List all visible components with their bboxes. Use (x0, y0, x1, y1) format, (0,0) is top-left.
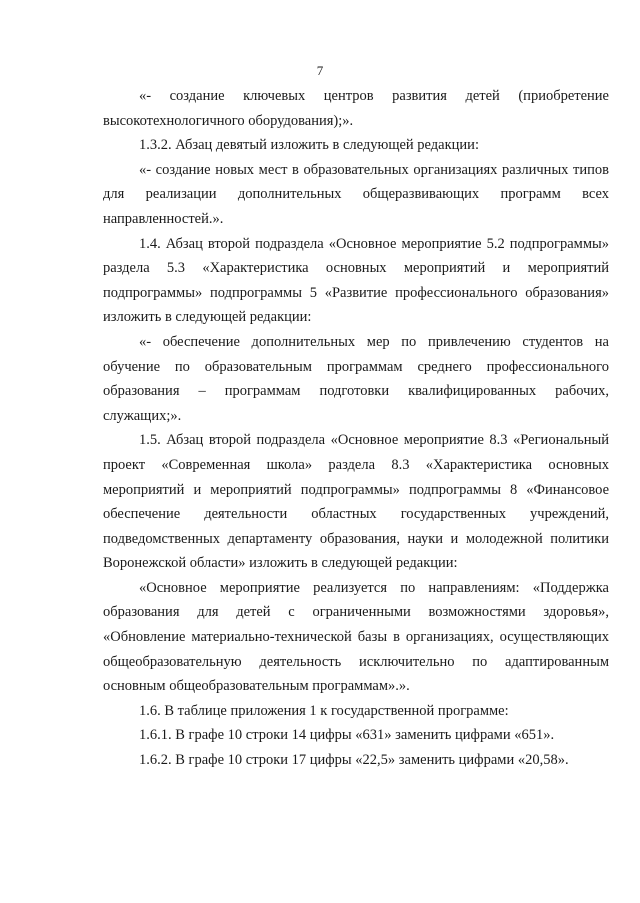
text-line: Воронежской области» изложить в следующей редакции: (103, 555, 458, 572)
text-line: 1.6.1. В графе 10 строки 14 цифры «631» заменить цифрами «651». (139, 727, 555, 744)
paragraph (103, 576, 609, 699)
paragraph (103, 84, 609, 133)
paragraph (103, 748, 609, 773)
text-line: мероприятий и мероприятий подпрограммы» подпрограммы 8 «Финансовое (103, 481, 609, 498)
paragraph (103, 428, 609, 576)
text-line: «Обновление материально-технической базы в организациях, осуществляющих (103, 629, 609, 646)
text-line: «- создание ключевых центров развития детей (приобретение (139, 88, 609, 104)
text-line: подпрограммы» подпрограммы 5 «Развитие профессионального образования» (103, 284, 609, 301)
text-line: проект «Современная школа» раздела 8.3 «Характеристика основных (103, 456, 609, 473)
paragraph (103, 723, 609, 748)
text-line: подведомственных департаменту образования, науки и молодежной политики (103, 530, 609, 547)
paragraph (103, 232, 609, 330)
text-line: «- обеспечение дополнительных мер по привлечению студентов на (139, 333, 609, 350)
text-line: «- создание новых мест в образовательных организациях различных типов (139, 161, 609, 178)
text-line: основным общеобразовательным программам».». (103, 678, 410, 695)
text-line: обеспечение деятельности областных государственных учреждений, (103, 506, 609, 523)
text-line: высокотехнологичного оборудования);». (103, 112, 354, 129)
paragraph (103, 330, 609, 428)
text-line: 1.6. В таблице приложения 1 к государственной программе: (139, 702, 509, 719)
page-number: 7 (316, 63, 324, 78)
text-line: образования для детей с ограниченными возможностями здоровья», (103, 604, 609, 621)
document-body (103, 84, 609, 773)
text-line: для реализации дополнительных общеразвивающих программ всех (103, 186, 609, 203)
text-line: изложить в следующей редакции: (103, 309, 312, 326)
text-line: служащих;». (103, 407, 182, 424)
paragraph (103, 699, 609, 724)
text-line: 1.3.2. Абзац девятый изложить в следующей редакции: (139, 137, 479, 154)
text-line: общеобразовательную деятельность исключительно по адаптированным (103, 653, 609, 670)
paragraph (103, 158, 609, 232)
text-line: «Основное мероприятие реализуется по направлениям: «Поддержка (139, 579, 609, 596)
text-line: обучение по образовательным программам среднего профессионального (103, 358, 609, 375)
text-line: образования – программам подготовки квалифицированных рабочих, (103, 383, 609, 400)
paragraph (103, 133, 609, 158)
text-line: 1.4. Абзац второй подраздела «Основное мероприятие 5.2 подпрограммы» (139, 235, 609, 252)
text-line: направленностей.». (103, 210, 224, 227)
text-line: раздела 5.3 «Характеристика основных мероприятий и мероприятий (103, 260, 609, 277)
text-line: 1.5. Абзац второй подраздела «Основное мероприятие 8.3 «Региональный (139, 432, 609, 449)
text-line: 1.6.2. В графе 10 строки 17 цифры «22,5» заменить цифрами «20,58». (139, 752, 569, 769)
